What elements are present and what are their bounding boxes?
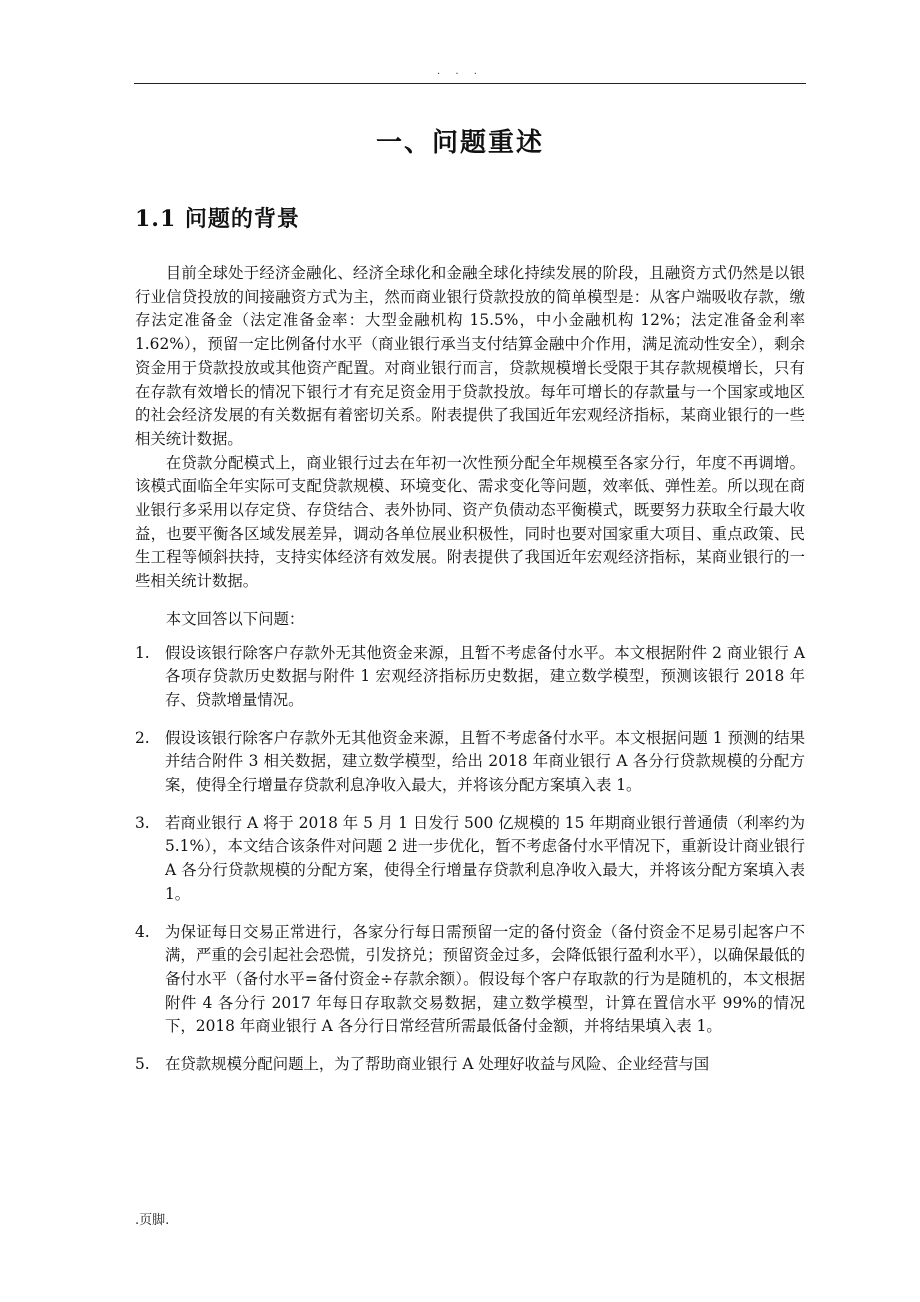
- page-header-text: . . .: [437, 66, 483, 77]
- question-item: [135, 1053, 805, 1077]
- body-text: [135, 262, 805, 1091]
- question-text: 若商业银行 A 将于 2018 年 5 月 1 日发行 500 亿规模的 15 年期商业银行普通债（利率约为 5.1%），本文结合该条件对问题 2 进一步优化，暂不考虑备付水平情况下，重新设计商业银行 A 各分行贷款规模的分配方案，使得全行增量存贷款利息净收入最大，并将该分配方案填入表 1。: [165, 813, 805, 903]
- question-text: 在贷款规模分配问题上，为了帮助商业银行 A 处理好收益与风险、企业经营与国: [165, 1055, 710, 1074]
- header-divider: [134, 83, 806, 84]
- question-text: 为保证每日交易正常进行，各家分行每日需预留一定的备付资金（备付资金不足易引起客户不满，严重的会引起社会恐慌，引发挤兑；预留资金过多，会降低银行盈利水平），以确保最低的备付水平（备付水平=备付资金÷存款余额）。假设每个客户存取款的行为是随机的，本文根据附件 4 各分行 2017 年每日存取款交易数据，建立数学模型，计算在置信水平 99%的情况下，2018 年商业银行 A 各分行日常经营所需最低备付金额，并将结果填入表 1。: [165, 922, 805, 1036]
- question-item: [135, 921, 805, 1040]
- paragraph: 目前全球处于经济金融化、经济全球化和金融全球化持续发展的阶段，且融资方式仍然是以银行业信贷投放的间接融资方式为主，然而商业银行贷款投放的简单模型是：从客户端吸收存款，缴存法定准备金（法定准备金率：大型金融机构 15.5%，中小金融机构 12%；法定准备金利率 1.62%），预留一定比例备付水平（商业银行承当支付结算金融中介作用，满足流动性安全），剩余资金用于贷款投放或其他资产配置。对商业银行而言，贷款规模增长受限于其存款规模增长，只有在存款有效增长的情况下银行才有充足资金用于贷款投放。每年可增长的存款量与一个国家或地区的社会经济发展的有关数据有着密切关系。附表提供了我国近年宏观经济指标，某商业银行的一些相关统计数据。: [135, 264, 805, 448]
- question-item: [135, 642, 805, 713]
- page-footer-text: .页脚.: [135, 1213, 170, 1228]
- question-number: 3.: [135, 813, 150, 832]
- question-number: 4.: [135, 922, 150, 941]
- paragraph: 在贷款分配模式上，商业银行过去在年初一次性预分配全年规模至各家分行，年度不再调增。该模式面临全年实际可支配贷款规模、环境变化、需求变化等问题，效率低、弹性差。所以现在商业银行多采用以存定贷、存贷结合、表外协同、资产负债动态平衡模式，既要努力获取全行最大收益，也要平衡各区域发展差异，调动各单位展业积极性，同时也要对国家重大项目、重点政策、民生工程等倾斜扶持，支持实体经济有效发展。附表提供了我国近年宏观经济指标，某商业银行的一些相关统计数据。: [135, 453, 805, 591]
- question-number: 2.: [135, 728, 150, 747]
- question-text: 假设该银行除客户存款外无其他资金来源，且暂不考虑备付水平。本文根据附件 2 商业银行 A 各项存贷款历史数据与附件 1 宏观经济指标历史数据，建立数学模型，预测该银行 2018 年存、贷款增量情况。: [165, 643, 805, 709]
- question-item: [135, 812, 805, 907]
- question-text: 假设该银行除客户存款外无其他资金来源，且暂不考虑备付水平。本文根据问题 1 预测的结果并结合附件 3 相关数据，建立数学模型，给出 2018 年商业银行 A 各分行贷款规模的分配方案，使得全行增量存贷款利息净收入最大，并将该分配方案填入表 1。: [165, 728, 805, 795]
- question-number: 1.: [135, 643, 150, 662]
- section-title: 1.1 问题的背景: [135, 206, 300, 232]
- question-item: [135, 727, 805, 798]
- questions-intro: 本文回答以下问题：: [165, 609, 305, 628]
- question-number: 5.: [135, 1055, 150, 1074]
- question-list: [135, 642, 805, 1077]
- chapter-title: 一、问题重述: [375, 128, 544, 158]
